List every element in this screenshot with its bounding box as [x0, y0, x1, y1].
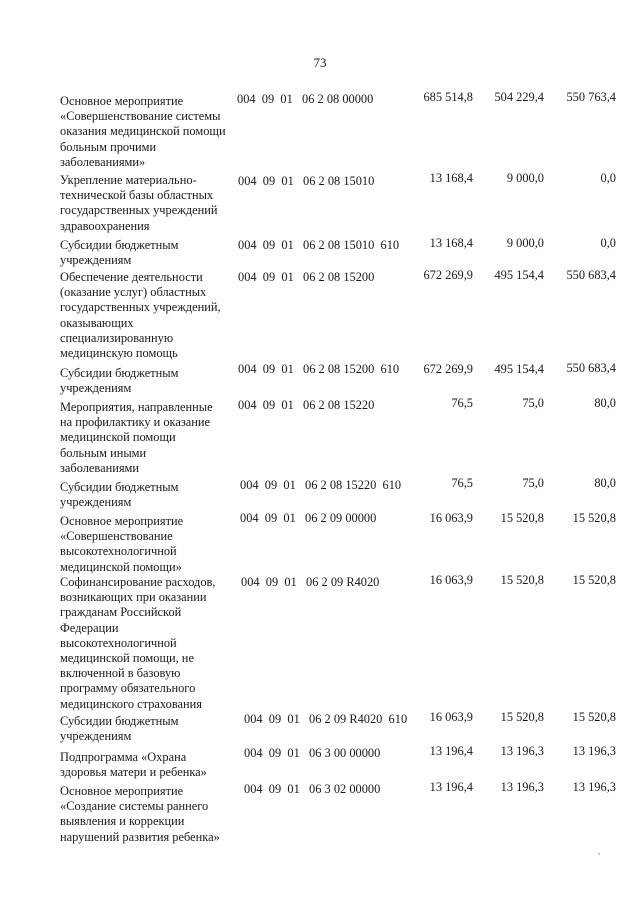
- row-name: Укрепление материально- технической базы областных государственных учреждений здравоохранения: [60, 173, 218, 233]
- row-code: 004 09 01 06 2 08 15010 610: [238, 238, 400, 252]
- value-2019: 13 196,3: [572, 780, 616, 794]
- value-2017: 76,5: [451, 396, 473, 410]
- row-name: Софинансирование расходов, возникающих при оказании гражданам Российской Федерации высокотехнологичной медицинской помощи, не включенной в базовую программу обязательного медицинского страхования: [60, 575, 216, 711]
- value-2018: 75,0: [522, 476, 544, 490]
- value-2017: 16 063,9: [429, 710, 473, 724]
- row-code: 004 09 01 06 3 00 00000: [244, 746, 381, 760]
- row-code: 004 09 01 06 2 09 R4020 610: [244, 712, 408, 726]
- value-2018: 495 154,4: [494, 362, 544, 376]
- value-2018: 495 154,4: [494, 268, 544, 282]
- value-2017: 672 269,9: [423, 268, 473, 282]
- row-code: 004 09 01 06 2 08 15010: [238, 174, 375, 188]
- row-name: Основное мероприятие «Совершенствование системы оказания медицинской помощи больным прочими заболеваниями»: [60, 94, 226, 169]
- value-2017: 13 196,4: [429, 780, 473, 794]
- row-name: Субсидии бюджетным учреждениям: [60, 366, 179, 396]
- value-2019: 13 196,3: [572, 744, 616, 758]
- row-name: Субсидии бюджетным учреждениям: [60, 480, 179, 510]
- value-2019: 15 520,8: [572, 710, 616, 724]
- value-2019: 550 763,4: [566, 90, 616, 104]
- page-number: 73: [313, 55, 327, 70]
- row-name: Мероприятия, направленные на профилактику и оказание медицинской помощи больным иными заболеваниями: [60, 400, 213, 475]
- value-2017: 76,5: [451, 476, 473, 490]
- value-2017: 685 514,8: [423, 90, 473, 104]
- value-2019: 550 683,4: [566, 268, 616, 282]
- value-2017: 13 168,4: [429, 171, 473, 185]
- value-2019: 15 520,8: [572, 511, 616, 525]
- row-name: Подпрограмма «Охрана здоровья матери и ребенка»: [60, 750, 207, 780]
- value-2017: 13 168,4: [429, 236, 473, 250]
- row-name: Основное мероприятие «Создание системы раннего выявления и коррекции нарушений развития ребенка»: [60, 784, 220, 844]
- value-2018: 13 196,3: [500, 780, 544, 794]
- row-code: 004 09 01 06 2 08 15200: [238, 270, 375, 284]
- value-2018: 9 000,0: [506, 171, 544, 185]
- value-2017: 13 196,4: [429, 744, 473, 758]
- value-2018: 504 229,4: [494, 90, 544, 104]
- value-2017: 672 269,9: [423, 362, 473, 376]
- row-code: 004 09 01 06 2 08 15220: [238, 398, 375, 412]
- row-name: Субсидии бюджетным учреждениям: [60, 714, 179, 744]
- row-name: Обеспечение деятельности (оказание услуг) областных государственных учреждений, оказывающих специализированную медицинскую помощь: [60, 270, 221, 361]
- value-2019: 0,0: [600, 236, 616, 250]
- value-2018: 15 520,8: [500, 573, 544, 587]
- row-code: 004 09 01 06 2 08 15200 610: [238, 362, 400, 376]
- value-2019: 550 683,4: [566, 361, 616, 375]
- row-code: 004 09 01 06 2 08 00000: [237, 92, 374, 106]
- value-2019: 80,0: [594, 476, 616, 490]
- row-code: 004 09 01 06 2 09 00000: [240, 511, 377, 525]
- value-2018: 15 520,8: [500, 710, 544, 724]
- row-code: 004 09 01 06 2 09 R4020: [241, 575, 380, 589]
- value-2018: 13 196,3: [500, 744, 544, 758]
- scan-speck: [598, 853, 600, 855]
- value-2019: 80,0: [594, 396, 616, 410]
- row-code: 004 09 01 06 3 02 00000: [244, 782, 381, 796]
- value-2017: 16 063,9: [429, 573, 473, 587]
- row-name: Основное мероприятие «Совершенствование высокотехнологичной медицинской помощи»: [60, 514, 184, 574]
- row-name: Субсидии бюджетным учреждениям: [60, 238, 179, 268]
- value-2018: 75,0: [522, 396, 544, 410]
- value-2017: 16 063,9: [429, 511, 473, 525]
- value-2018: 15 520,8: [500, 511, 544, 525]
- value-2018: 9 000,0: [506, 236, 544, 250]
- row-code: 004 09 01 06 2 08 15220 610: [240, 478, 402, 492]
- value-2019: 0,0: [600, 171, 616, 185]
- value-2019: 15 520,8: [572, 573, 616, 587]
